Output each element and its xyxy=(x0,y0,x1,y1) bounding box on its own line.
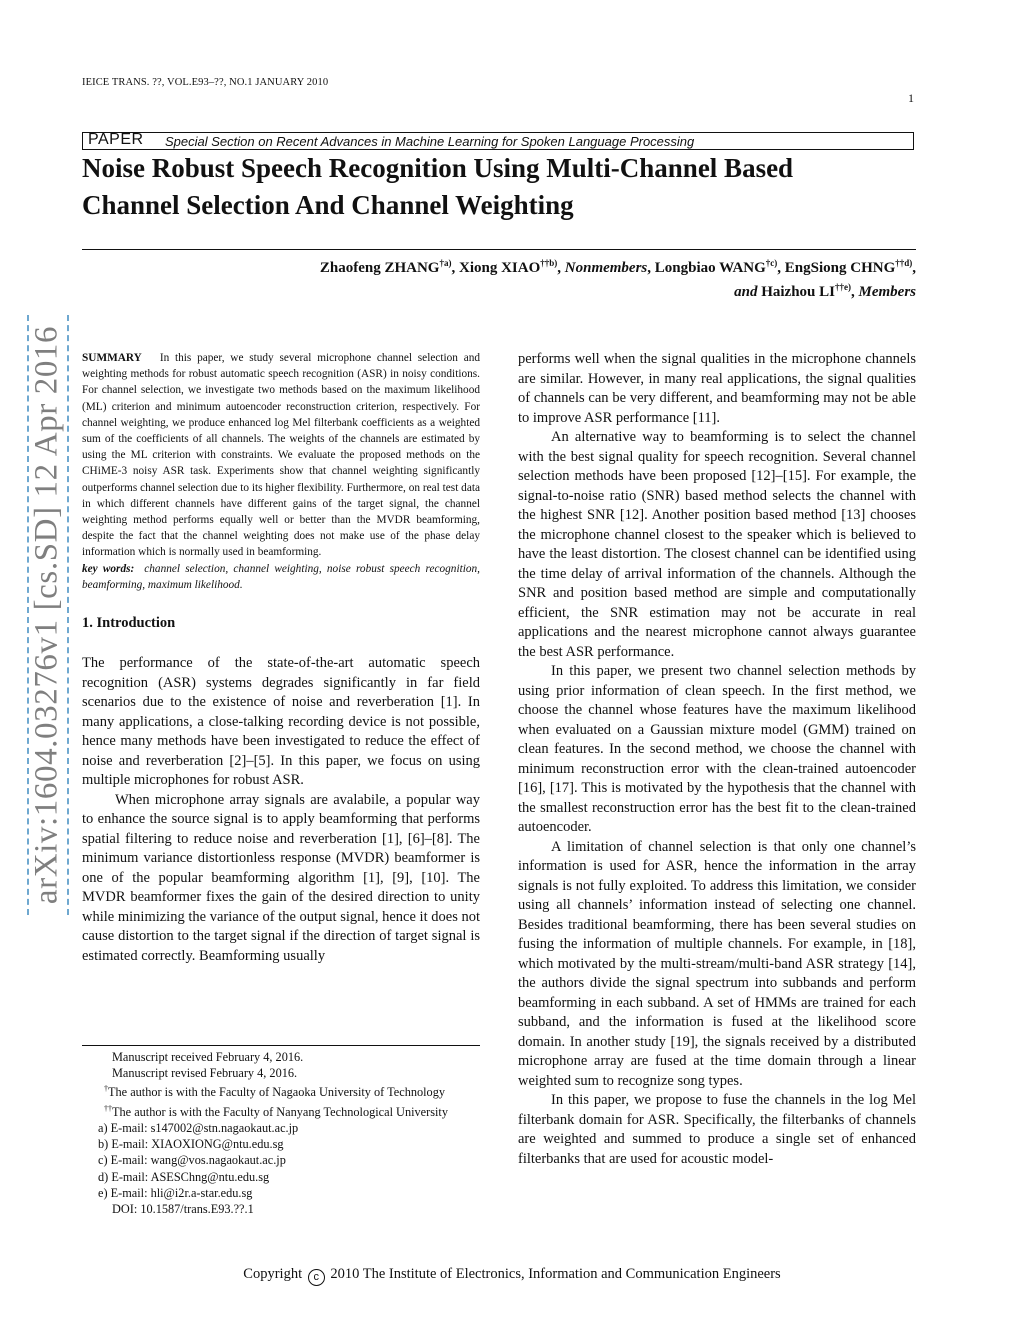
summary-label: SUMMARY xyxy=(82,352,142,364)
paper-title xyxy=(82,150,922,224)
affiliation-footnote-2 xyxy=(82,1101,480,1120)
author-affiliation-mark: ††e) xyxy=(835,282,851,292)
paper-title-line-1: Noise Robust Speech Recognition Using Multi-Channel Based xyxy=(82,153,794,183)
right-column xyxy=(518,350,916,1169)
affiliation-text: The author is with the Faculty of Nagaoka University of Technology xyxy=(108,1085,445,1100)
keywords-label: key words: xyxy=(82,562,135,575)
paper-tag: PAPER xyxy=(88,131,144,148)
paper-title-line-2: Channel Selection And Channel Weighting xyxy=(82,190,574,220)
membership-label: Members xyxy=(858,284,916,300)
right-paragraph-5: In this paper, we propose to fuse the channels in the log Mel filterbank domain for ASR. Specifically, the filterbanks of channels are weighted and summed to produce a single set of enhanced filterbanks that are used for acoustic model- xyxy=(518,1092,916,1167)
manuscript-received: Manuscript received February 4, 2016. xyxy=(112,1050,304,1064)
author-affiliation-mark: ††d) xyxy=(895,258,913,268)
copyright-footer xyxy=(0,1266,1024,1286)
summary-text: In this paper, we study several microphone channel selection and weighting methods for robust automatic speech recognition (ASR) in noisy conditions. For channel selection, we investigate two methods based on the maximum likelihood (ML) criterion and minimum autoencoder reconstruction criterion, respectively. For channel weighting, we produce enhanced log Mel filterbank coefficients as a weighted sum of the coefficients of all channels. The weights of the channels are estimated by using the ML criterion with constraints. We evaluate the proposed methods on the CHiME-3 noisy ASR task. Experiments show that channel weighting significantly outperforms channel selection due to its higher flexibility. Furthermore, on real test data in which different channels have different gains of the target signal, the channel weighting method performs equally well or better than the MVDR beamforming, despite the fact that the channel weighting does not make use of the phase delay information which is normally used in beamforming. xyxy=(82,352,480,559)
author-line-1: Zhaofeng ZHANG$^{\dagger a)}$, Xiong XIAO$^{\dagger\dagger b)}$, Nonmembers, Longbiao WANG$^{\dagger c)}$, EngSiong CHNG$^{\dagger\dagger d)}$, xyxy=(319,258,916,276)
author-affiliation-mark: ††b) xyxy=(540,258,558,268)
manuscript-revised: Manuscript revised February 4, 2016. xyxy=(112,1066,298,1081)
dagger-mark: † xyxy=(104,1084,108,1094)
email-footnote-a: a) E-mail: s147002@stn.nagaokaut.ac.jp xyxy=(98,1121,299,1135)
keywords-text: channel selection, channel weighting, noise robust speech recognition, beamforming, maximum likelihood. xyxy=(82,562,480,591)
author-line-2: and Haizhou LI$^{\dagger\dagger e)}$, Members xyxy=(734,282,916,300)
membership-label: Nonmembers xyxy=(564,260,648,276)
author-name: Longbiao WANG xyxy=(654,260,766,276)
title-rule xyxy=(82,249,916,250)
arxiv-identifier: arXiv:1604.03276v1 [cs.SD] 12 Apr 2016 xyxy=(28,325,65,905)
footnote-rule xyxy=(82,1045,480,1046)
author-affiliation-mark: †a) xyxy=(439,258,452,268)
summary-paragraph xyxy=(82,350,480,561)
intro-paragraph-1: The performance of the state-of-the-art automatic speech recognition (ASR) systems degrades significantly in far field scenarios due to the existence of noise and reverberation [1]. In many applications, a close-talking recording device is not possible, hence many methods have been investigated to reduce the effect of noise and reverberation [2]–[5]. In this paper, we focus on using multiple microphones for robust ASR. xyxy=(82,655,480,789)
running-head: IEICE TRANS. ??, VOL.E93–??, NO.1 JANUARY 2010 xyxy=(82,77,329,88)
author-name: Haizhou LI xyxy=(761,284,835,300)
email-footnote-d: d) E-mail: ASESChng@ntu.edu.sg xyxy=(98,1169,270,1184)
copyright-text: 2010 The Institute of Electronics, Information and Communication Engineers xyxy=(330,1266,781,1282)
left-column xyxy=(82,350,480,966)
copyright-icon: c xyxy=(308,1269,325,1286)
right-paragraph-1: performs well when the signal qualities in the microphone channels are similar. However, in many real applications, the signal qualities of channels can be very different, and beamforming may not be able to improve ASR performance [11]. xyxy=(518,351,916,426)
special-section-title: Special Section on Recent Advances in Machine Learning for Spoken Language Processing xyxy=(165,134,695,149)
keywords-paragraph xyxy=(82,561,480,593)
author-name: EngSiong CHNG xyxy=(784,260,896,276)
right-paragraph-4: A limitation of channel selection is that only one channel’s information is used for ASR, hence the information in the array signals is not fully exploited. To address this limitation, we consider using all channels’ information instead of selecting one channel. Besides traditional beamforming, there has been several studies on fusing the information of multiple channels. For example, in [18], which motivated by the multi-stream/multi-band ASR strategy [14], the authors divide the signal spectrum into subbands and perform beamforming in each subband. A set of HMMs are trained for each subband, and the information is fused at the likelihood score domain. In another study [19], the signals received by a distributed microphone array are fused at the time domain through a linear weighted sum to recognize song types. xyxy=(518,838,916,1089)
affiliation-footnote-1 xyxy=(82,1081,480,1100)
email-footnote-e: e) E-mail: hli@i2r.a-star.edu.sg xyxy=(98,1185,253,1200)
author-name: Xiong XIAO xyxy=(458,260,541,276)
section-heading-introduction: 1. Introduction xyxy=(82,615,176,632)
intro-paragraph-2: When microphone array signals are avalabile, a popular way to enhance the source signal is to apply beamforming that performs spatial filtering to reduce noise and reverberation [1], [6]–[8]. The minimum variance distortionless response (MVDR) beamformer is one of the popular beamforming algorithm [1], [9], [10]. The MVDR beamformer fixes the gain of the desired direction to unity while minimizing the variance of the output signal, hence it does not cause distortion to the target signal if the direction of target signal is estimated correctly. Beamforming usually xyxy=(82,791,480,964)
email-footnote-b: b) E-mail: XIAOXIONG@ntu.edu.sg xyxy=(98,1137,284,1152)
copyright-prefix: Copyright xyxy=(243,1266,303,1282)
page-number: 1 xyxy=(908,91,914,105)
doi: DOI: 10.1587/trans.E93.??.1 xyxy=(112,1202,254,1217)
arxiv-dashed-border-right xyxy=(67,315,69,915)
arxiv-stamp xyxy=(22,315,72,915)
author-name: Zhaofeng ZHANG xyxy=(319,260,440,276)
and-connector: and xyxy=(734,284,758,300)
footnotes xyxy=(82,1049,480,1217)
author-list xyxy=(200,254,916,302)
double-dagger-mark: †† xyxy=(104,1103,112,1113)
affiliation-text: The author is with the Faculty of Nanyang Technological University xyxy=(112,1104,448,1119)
right-paragraph-2: An alternative way to beamforming is to select the channel with the best signal quality for speech recognition. Several channel selection methods have been proposed [12]–[15]. For example, the signal-to-noise ratio (SNR) based method selects the channel with the highest SNR [12]. Another position based method [13] chooses the microphone channel closest to the speaker which is believed to have the least distortion. The closest channel can be identified using the time delay of arrival information of the channels. Although the SNR and position based method are simple and computationally efficient, the SNR estimation may not be accurate in real applications and the nearest microphone cannot always guarantee the best ASR performance. xyxy=(518,429,916,660)
author-affiliation-mark: †c) xyxy=(765,258,778,268)
email-footnote-c: c) E-mail: wang@vos.nagaokaut.ac.jp xyxy=(98,1153,286,1168)
right-paragraph-3: In this paper, we present two channel selection methods by using prior information of clean speech. In the first method, we choose the channel whose features have the maximum likelihood when evaluated on a Gaussian mixture model (GMM) trained on clean features. In the second method, we choose the channel with minimum reconstruction error with the clean-trained autoencoder [16], [17]. This is motivated by the hypothesis that the channel with the smallest reconstruction error has the best fit to the clean-trained autoencoder. xyxy=(518,663,916,835)
